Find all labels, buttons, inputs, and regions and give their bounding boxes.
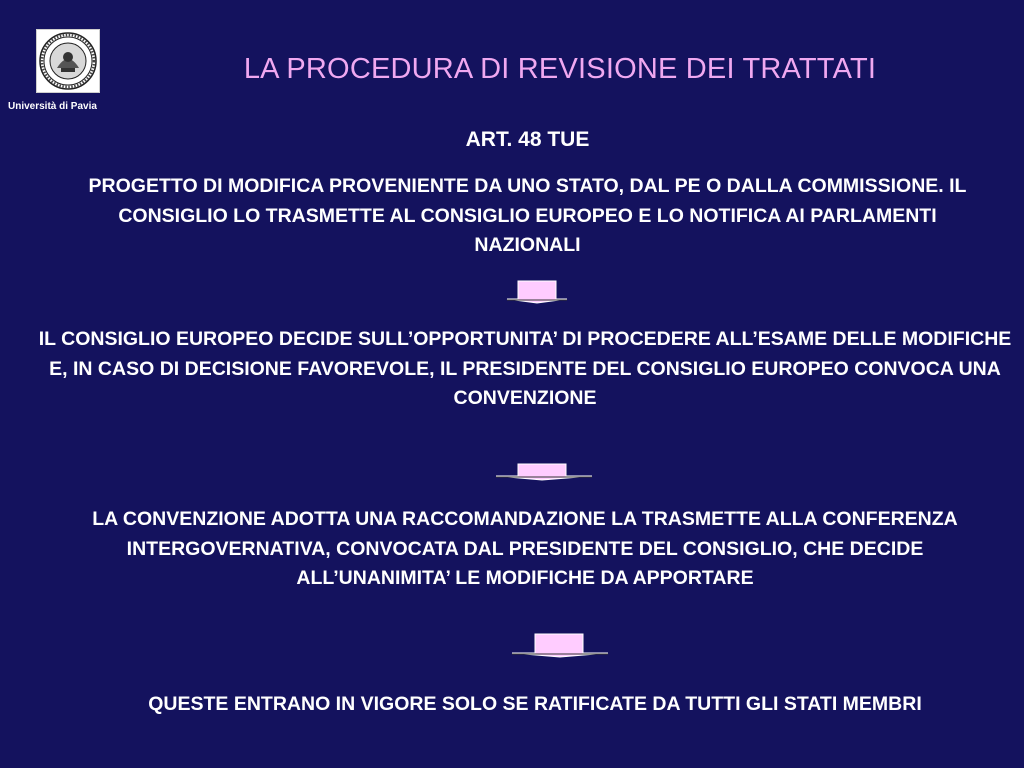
down-arrow-icon <box>510 632 610 658</box>
step-4-text: QUESTE ENTRANO IN VIGORE SOLO SE RATIFICATE DA TUTTI GLI STATI MEMBRI <box>148 693 922 715</box>
down-arrow-icon <box>505 280 569 304</box>
logo-caption: Università di Pavia <box>8 101 97 112</box>
down-arrow-icon <box>496 462 596 482</box>
university-seal-icon <box>36 29 100 93</box>
step-3-text: LA CONVENZIONE ADOTTA UNA RACCOMANDAZIONE LA TRASMETTE ALLA CONFERENZA INTERGOVERNATIVA, CONVOCATA DAL PRESIDENTE DEL CONSIGLIO, CHE DECIDE ALL’UNANIMITA’ LE MODIFICHE DA APPORTARE <box>92 508 958 589</box>
step-1-text: PROGETTO DI MODIFICA PROVENIENTE DA UNO STATO, DAL PE O DALLA COMMISSIONE. IL CONSIGLIO LO TRASMETTE AL CONSIGLIO EUROPEO E LO NOTIFICA AI PARLAMENTI NAZIONALI <box>88 175 967 256</box>
article-heading: ART. 48 TUE <box>465 128 590 151</box>
page-title: LA PROCEDURA DI REVISIONE DEI TRATTATI <box>243 53 877 85</box>
step-2-text: IL CONSIGLIO EUROPEO DECIDE SULL’OPPORTUNITA’ DI PROCEDERE ALL’ESAME DELLE MODIFICHE E, IN CASO DI DECISIONE FAVOREVOLE, IL PRESIDENTE DEL CONSIGLIO EUROPEO CONVOCA UNA CONVENZIONE <box>38 328 1012 409</box>
